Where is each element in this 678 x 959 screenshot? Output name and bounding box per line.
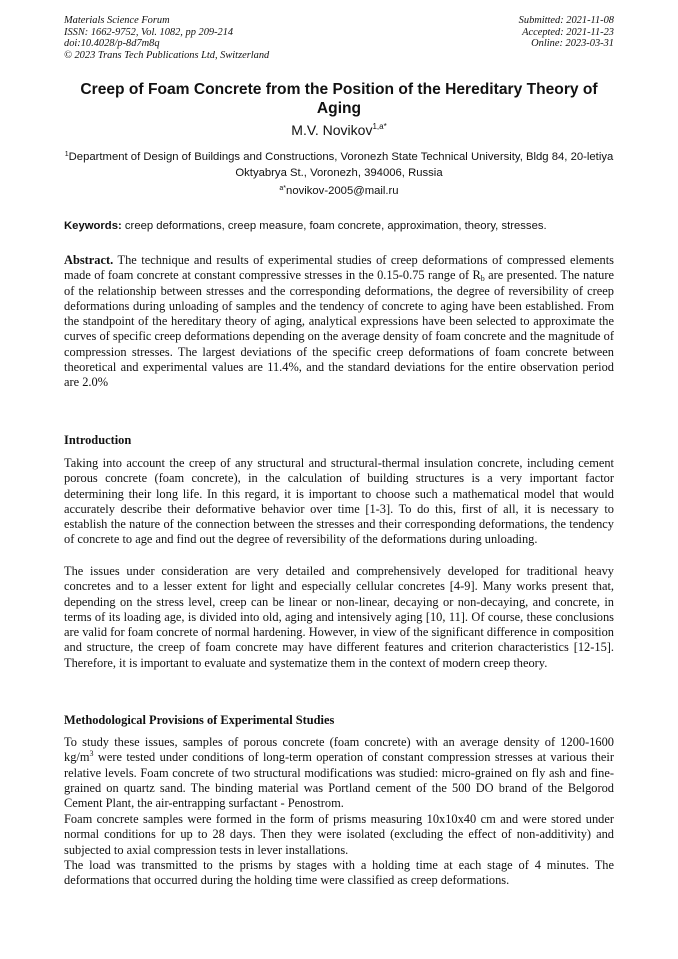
doi-line: doi:10.4028/p-8d7m8q [64, 38, 160, 50]
methods-paragraph-2: Foam concrete samples were formed in the form of prisms measuring 10x10x40 cm and were stored under normal conditions for up to 28 days. Then they were isolated (excluding the effect of non-additivity) and subjected to axial compression tests in lever installations. [64, 812, 614, 857]
keywords-label: Keywords: [64, 220, 122, 232]
affiliation [64, 150, 614, 181]
submission-dates [519, 15, 614, 50]
methods-p1-superscript: 3 [89, 749, 94, 759]
methods-paragraph-1 [64, 735, 614, 811]
email-line [64, 184, 614, 199]
email-address: novikov-2005@mail.ru [286, 185, 399, 197]
author-name: M.V. Novikov [291, 122, 373, 138]
abstract [64, 253, 614, 391]
email-mark: a* [279, 185, 287, 192]
author-marks: 1,a* [372, 122, 387, 131]
abstract-text-part-1: The technique and results of experimental studies of creep deformations of compressed elements made of foam concrete at constant compressive stresses in the 0.15-0.75 range of R [64, 253, 614, 283]
introduction-paragraph-1: Taking into account the creep of any structural and structural-thermal insulation concrete, including cement porous concrete (foam concrete), in the calculation of building structures is a very important factor determining their long life. In this regard, it is important to choose such a mathematical model that would accurately describe their deformative behavior over time [1-3]. To do this, first of all, it is necessary to establish the nature of the connection between the stresses and their corresponding deformations, the tendency of concrete to age and find out the degree of reversibility of the deformations during unloading. [64, 456, 614, 547]
keywords [64, 219, 614, 234]
affiliation-mark: 1 [64, 151, 69, 158]
accepted-date: Accepted: 2021-11-23 [522, 26, 614, 38]
copyright-line: © 2023 Trans Tech Publications Ltd, Switzerland [64, 49, 270, 61]
introduction-paragraph-2: The issues under consideration are very detailed and comprehensively developed for traditional heavy concretes and to a lesser extent for light and especially cellular concretes [4-9]. Many works present that, depending on the stress level, creep can be linear or non-linear, decaying or non-decaying, and concrete, in terms of its loading age, is divided into old, aging and intensively aging [10, 11]. Of course, these conclusions are valid for foam concrete of normal hardening. However, in view of the significant difference in composition and structure, the creep of foam concrete may have different features and criterion characteristics [12-15]. Therefore, it is important to evaluate and systematize them in the context of modern creep theory. [64, 564, 614, 670]
journal-name: Materials Science Forum [64, 15, 170, 26]
affiliation-text: Department of Design of Buildings and Constructions, Voronezh State Technical University, Bldg 84, 20-letiya Oktyabrya St., Voronezh, 394006, Russia [68, 151, 614, 179]
abstract-label: Abstract. [64, 253, 114, 267]
issn-line: ISSN: 1662-9752, Vol. 1082, pp 209-214 [64, 26, 234, 38]
abstract-text-part-2: are presented. The nature of the relationship between stresses and the corresponding deformations, the degree of reversibility of creep deformations during unloading of samples and the tendency of concrete to aging have been established. From the standpoint of the hereditary theory of aging, analytical expressions have been selected to approximate the curves of specific creep deformations depending on the average density of foam concrete and the magnitude of compression stresses. The largest deviations of the specific creep deformations of foam concrete between theoretical and experimental values are 11.4%, and the standard deviations for the entire observation period are 2.0% [64, 268, 614, 390]
journal-meta [64, 15, 269, 61]
submitted-date: Submitted: 2021-11-08 [518, 15, 614, 26]
paper-title: Creep of Foam Concrete from the Position of the Hereditary Theory of Aging [80, 81, 598, 117]
methods-p1-part-2: were tested under conditions of long-term operation of constant compression stresses at various their relative levels. Foam concrete of two structural modifications was studied: micro-grained on fly ash and fine-grained on quartz sand. The binding material was Portland cement of the 500 DO brand of the Belgorod Cement Plant, the air-entrapping surfactant - Penostrom. [64, 750, 614, 811]
introduction-heading: Introduction [64, 433, 132, 447]
keywords-text: creep deformations, creep measure, foam concrete, approximation, theory, stresses. [121, 220, 547, 232]
online-date: Online: 2023-03-31 [531, 38, 614, 50]
methods-paragraph-3: The load was transmitted to the prisms by stages with a holding time at each stage of 4 minutes. The deformations that occurred during the holding time were classified as creep deformations. [64, 858, 614, 888]
methods-p1-part-1: To study these issues, samples of porous concrete (foam concrete) with an average density of 1200-1600 kg/m [64, 735, 614, 765]
methods-heading: Methodological Provisions of Experimental Studies [64, 713, 335, 727]
author-line [64, 122, 614, 139]
abstract-subscript: b [480, 274, 485, 284]
